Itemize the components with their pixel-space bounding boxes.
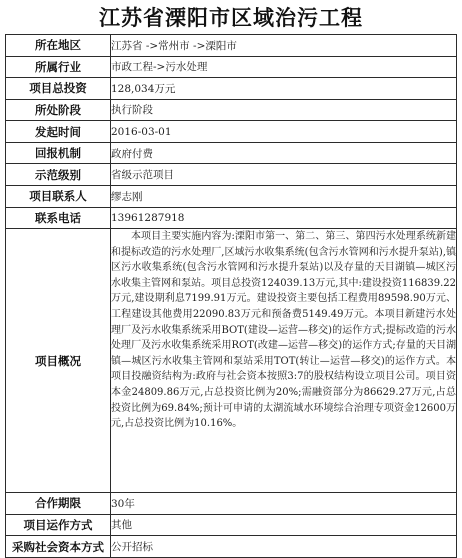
field-label: 所属行业 [6, 56, 111, 78]
row-operation-mode [6, 514, 457, 536]
field-value: 江苏省 ->常州市 ->溧阳市 [111, 35, 457, 57]
field-value: 政府付费 [111, 142, 457, 164]
field-value: 30年 [111, 493, 457, 515]
row-contact-person [6, 185, 457, 207]
field-label: 发起时间 [6, 121, 111, 143]
row-region [6, 35, 457, 57]
field-label: 所在地区 [6, 35, 111, 57]
page-title: 江苏省溧阳市区域治污工程 [99, 5, 363, 30]
field-label: 示范级别 [6, 164, 111, 186]
field-value: 公开招标 [111, 536, 457, 558]
field-label: 项目联系人 [6, 185, 111, 207]
row-total-investment [6, 78, 457, 100]
field-value: 省级示范项目 [111, 164, 457, 186]
field-value: 执行阶段 [111, 99, 457, 121]
field-label: 联系电话 [6, 207, 111, 229]
field-label: 项目运作方式 [6, 514, 111, 536]
field-label: 合作期限 [6, 493, 111, 515]
field-value: 2016-03-01 [111, 121, 457, 143]
project-info-table [5, 34, 457, 558]
field-label: 采购社会资本方式 [6, 536, 111, 558]
row-stage [6, 99, 457, 121]
field-value: 13961287918 [111, 207, 457, 229]
row-industry [6, 56, 457, 78]
field-value: 其他 [111, 514, 457, 536]
row-start-date [6, 121, 457, 143]
row-overview [6, 229, 457, 493]
row-cooperation-period [6, 493, 457, 515]
overview-text: 本项目主要实施内容为:溧阳市第一、第二、第三、第四污水处理系统新建和提标改造的污水处理厂,区域污水收集系统(包含污水管网和污水提升泵站),镇区污水收集系统(包含污水管网和污水提升泵站)以及存量的天目湖镇—城区污水收集主管网和泵站。项目总投资124039.13万元,其中:建设投资116839.22万元,建设期利息7199.91万元。建设投资主要包括工程费用89598.90万元、工程建设其他费用22090.83万元和预备费5149.49万元。本项目新建污水处理厂及污水收集系统采用BOT(建设—运营—移交)的运作方式;提标改造的污水处理厂及污水收集系统采用ROT(改建—运营—移交)的运作方式;存量的天目湖镇—城区污水收集主管网和泵站采用TOT(转让—运营—移交)的运作方式。本项目投融资结构为:政府与社会资本按照3:7的股权结构设立项目公司。项目资本金24809.86万元,占总投资比例为20%;需融资部分为86629.27万元,占总投资比例为69.84%;预计可申请的太湖流域水环境综合治理专项资金12600万元,占总投资比例为10.16%。 [111, 229, 457, 493]
field-value: 缪志刚 [111, 185, 457, 207]
row-contact-phone [6, 207, 457, 229]
row-demo-level [6, 164, 457, 186]
field-value: 市政工程->污水处理 [111, 56, 457, 78]
row-procurement-method [6, 536, 457, 558]
row-return-mechanism [6, 142, 457, 164]
field-label: 项目概况 [6, 229, 111, 493]
field-label: 所处阶段 [6, 99, 111, 121]
field-value: 128,034万元 [111, 78, 457, 100]
field-label: 项目总投资 [6, 78, 111, 100]
field-label: 回报机制 [6, 142, 111, 164]
